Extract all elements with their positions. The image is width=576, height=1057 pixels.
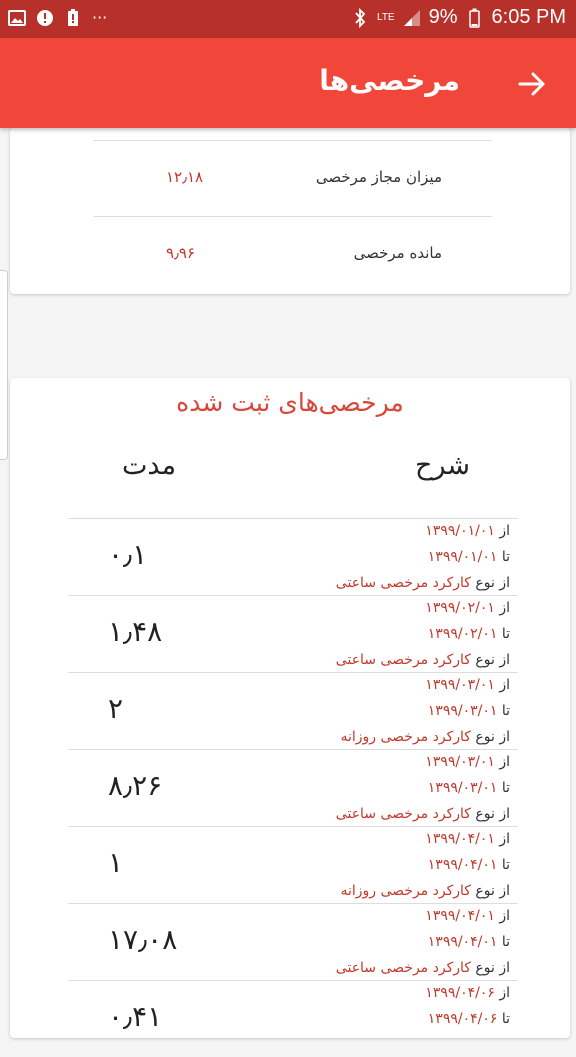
registered-leaves-card bbox=[10, 378, 570, 1038]
leave-duration: ۰٫۴۱ bbox=[108, 1000, 163, 1033]
leave-row[interactable] bbox=[68, 749, 518, 826]
more-notifications-indicator: ··· bbox=[92, 8, 108, 27]
app-bar bbox=[0, 38, 576, 128]
leave-description bbox=[210, 518, 510, 596]
clock: 6:05 PM bbox=[491, 6, 566, 28]
to-date: ۱۳۹۹/۰۳/۰۱ bbox=[427, 780, 498, 796]
arrow-forward-icon bbox=[517, 69, 547, 99]
to-label: تا bbox=[501, 626, 510, 642]
leave-row[interactable] bbox=[68, 672, 518, 749]
status-bar bbox=[0, 0, 576, 38]
to-label: تا bbox=[501, 780, 510, 796]
leave-row[interactable] bbox=[68, 903, 518, 980]
to-date: ۱۳۹۹/۰۴/۰۱ bbox=[427, 934, 498, 950]
back-button[interactable] bbox=[512, 64, 552, 104]
to-date: ۱۳۹۹/۰۴/۰۶ bbox=[427, 1011, 498, 1027]
alert-icon bbox=[36, 9, 54, 27]
section-title: مرخصی‌های ثبت شده bbox=[176, 388, 404, 417]
leave-row[interactable] bbox=[68, 980, 518, 1057]
battery-percent: 9% bbox=[428, 6, 458, 28]
leave-description bbox=[210, 826, 510, 904]
from-label: از bbox=[499, 985, 510, 1001]
allowed-leave-value: ۱۲٫۱۸ bbox=[166, 168, 204, 186]
bluetooth-icon bbox=[351, 9, 369, 27]
to-date: ۱۳۹۹/۰۴/۰۱ bbox=[427, 857, 498, 873]
network-type: LTE bbox=[377, 11, 395, 23]
leave-duration: ۱ bbox=[108, 846, 124, 879]
from-date: ۱۳۹۹/۰۳/۰۱ bbox=[425, 754, 495, 770]
from-date: ۱۳۹۹/۰۳/۰۱ bbox=[425, 677, 495, 693]
type-label: از نوع bbox=[475, 883, 510, 899]
leave-description bbox=[210, 749, 510, 827]
column-header-duration: مدت bbox=[122, 450, 177, 481]
from-date: ۱۳۹۹/۰۴/۰۱ bbox=[425, 908, 495, 924]
from-date: ۱۳۹۹/۰۱/۰۱ bbox=[425, 523, 495, 539]
to-label: تا bbox=[501, 703, 510, 719]
leave-description bbox=[210, 903, 510, 981]
type-label: از نوع bbox=[475, 575, 510, 591]
remaining-leave-label: مانده مرخصی bbox=[353, 244, 442, 262]
column-header-description: شرح bbox=[415, 450, 470, 481]
leave-duration: ۱٫۴۸ bbox=[108, 615, 163, 648]
from-date: ۱۳۹۹/۰۴/۰۶ bbox=[425, 985, 495, 1001]
leave-type: کارکرد مرخصی ساعتی bbox=[335, 960, 471, 976]
leave-type: کارکرد مرخصی ساعتی bbox=[335, 652, 471, 668]
to-label: تا bbox=[501, 857, 510, 873]
from-label: از bbox=[499, 677, 510, 693]
system-icons bbox=[351, 6, 566, 29]
from-label: از bbox=[499, 908, 510, 924]
to-label: تا bbox=[501, 1011, 510, 1027]
leave-type: کارکرد مرخصی روزانه bbox=[340, 729, 471, 745]
leave-duration: ۲ bbox=[108, 692, 124, 725]
leave-row[interactable] bbox=[68, 826, 518, 903]
image-icon bbox=[8, 9, 26, 27]
leave-type: کارکرد مرخصی ساعتی bbox=[335, 575, 471, 591]
to-date: ۱۳۹۹/۰۲/۰۱ bbox=[427, 626, 498, 642]
leave-duration: ۸٫۲۶ bbox=[108, 769, 163, 802]
type-label: از نوع bbox=[475, 652, 510, 668]
notification-icons bbox=[8, 8, 107, 27]
leave-description bbox=[210, 980, 510, 1032]
leave-type: کارکرد مرخصی روزانه bbox=[340, 883, 471, 899]
drawer-handle[interactable] bbox=[0, 270, 8, 460]
type-label: از نوع bbox=[475, 806, 510, 822]
to-label: تا bbox=[501, 934, 510, 950]
leave-duration: ۰٫۱ bbox=[108, 538, 148, 571]
leave-row[interactable] bbox=[68, 595, 518, 672]
type-label: از نوع bbox=[475, 960, 510, 976]
to-date: ۱۳۹۹/۰۱/۰۱ bbox=[427, 549, 498, 565]
to-date: ۱۳۹۹/۰۳/۰۱ bbox=[427, 703, 498, 719]
from-label: از bbox=[499, 754, 510, 770]
from-label: از bbox=[499, 523, 510, 539]
battery-icon bbox=[466, 9, 484, 27]
from-label: از bbox=[499, 600, 510, 616]
remaining-leave-value: ۹٫۹۶ bbox=[166, 244, 196, 262]
page-title: مرخصی‌ها bbox=[319, 64, 460, 97]
to-label: تا bbox=[501, 549, 510, 565]
divider bbox=[94, 216, 492, 217]
leave-summary-card bbox=[10, 128, 570, 294]
divider bbox=[94, 140, 492, 141]
signal-icon bbox=[403, 9, 421, 27]
type-label: از نوع bbox=[475, 729, 510, 745]
leave-row[interactable] bbox=[68, 518, 518, 595]
leave-description bbox=[210, 595, 510, 673]
from-label: از bbox=[499, 831, 510, 847]
leave-duration: ۱۷٫۰۸ bbox=[108, 923, 178, 956]
leave-type: کارکرد مرخصی ساعتی bbox=[335, 806, 471, 822]
allowed-leave-label: میزان مجاز مرخصی bbox=[315, 168, 442, 186]
from-date: ۱۳۹۹/۰۴/۰۱ bbox=[425, 831, 495, 847]
from-date: ۱۳۹۹/۰۲/۰۱ bbox=[425, 600, 495, 616]
battery-alert-icon bbox=[64, 9, 82, 27]
leave-description bbox=[210, 672, 510, 750]
